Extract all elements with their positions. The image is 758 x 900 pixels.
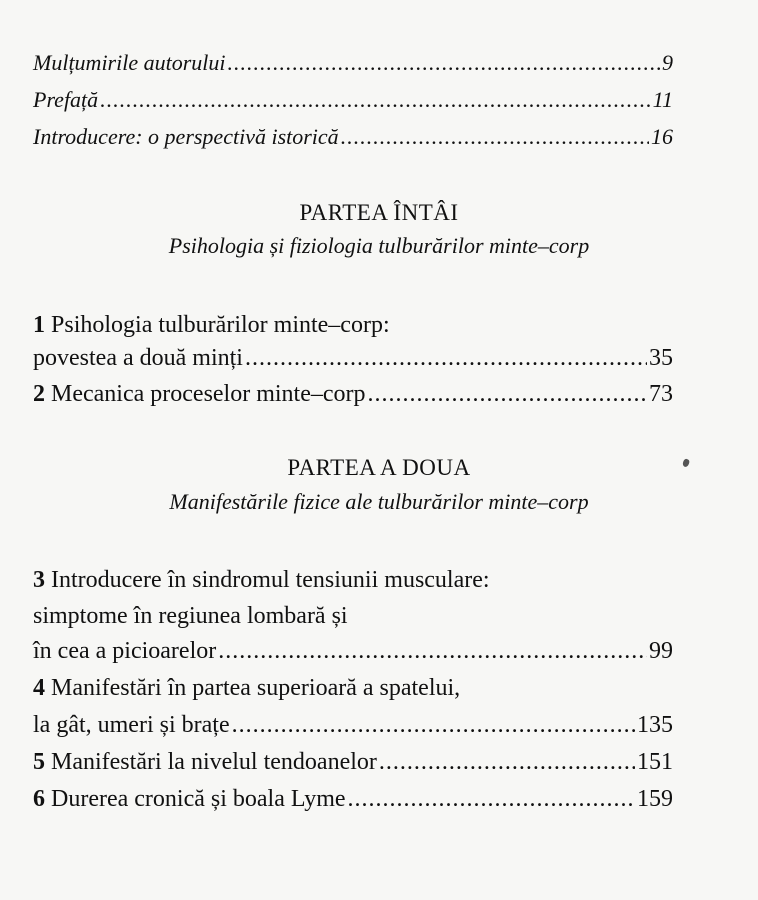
chapter-number: 2 [33,381,45,407]
chapter-title [33,786,346,813]
leader-dots [368,381,647,408]
leader-dots [379,749,635,776]
chapter-title-text: Durerea cronică și boala Lyme [51,786,346,812]
chapter-3-line2: simptome în regiunea lombară și [33,603,348,629]
leader-dots [100,87,650,113]
entry-page: 9 [662,50,673,75]
toc-entry [33,87,673,113]
toc-entry [33,786,673,813]
entry-page: 135 [637,712,673,738]
leader-dots [232,712,635,739]
chapter-title-cont: povestea a două minți [33,345,243,371]
entry-page: 151 [637,749,673,775]
chapter-title [33,749,377,776]
leader-dots [228,50,661,76]
chapter-title: Psihologia tulburărilor minte–corp: [51,312,390,338]
entry-page: 73 [649,381,673,407]
entry-title: Mulțumirile autorului [33,50,226,75]
toc-entry [33,381,673,408]
leader-dots [348,786,635,813]
entry-page: 16 [651,124,673,149]
part-heading: PARTEA ÎNTÂI [299,200,459,225]
entry-page: 11 [652,87,673,112]
entry-page: 35 [649,345,673,371]
part-heading: PARTEA A DOUA [287,455,471,480]
part-subtitle: Manifestările fizice ale tulburărilor minte–corp [169,489,589,514]
entry-page: 99 [649,638,673,664]
entry-page: 159 [637,786,673,812]
toc-entry [33,124,673,150]
chapter-number: 5 [33,749,45,775]
chapter-number: 1 [33,312,45,338]
leader-dots [245,345,647,372]
chapter-number: 3 [33,567,45,593]
toc-entry [33,749,673,776]
leader-dots [341,124,649,150]
chapter-number: 4 [33,675,45,701]
entry-title: Introducere: o perspectivă istorică [33,124,339,149]
chapter-title-text: Manifestări la nivelul tendoanelor [51,749,377,775]
chapter-number: 6 [33,786,45,812]
toc-entry [33,50,673,76]
part-subtitle: Psihologia și fiziologia tulburărilor minte–corp [168,233,590,258]
chapter-title: Manifestări în partea superioară a spatelui, [51,675,461,701]
chapter-title-text: Mecanica proceselor minte–corp [51,381,366,407]
chapter-title: Introducere în sindromul tensiunii musculare: [51,567,490,593]
chapter-1-line1 [33,312,390,339]
entry-title: Prefață [33,87,99,112]
toc-entry [33,638,673,665]
chapter-title-cont: la gât, umeri și brațe [33,712,230,738]
toc-entry [33,712,673,739]
chapter-4-line1 [33,675,460,702]
toc-entry [33,345,673,372]
chapter-3-line1 [33,567,490,594]
leader-dots [218,638,647,665]
chapter-title [33,381,366,408]
chapter-title-cont: în cea a picioarelor [33,638,217,664]
